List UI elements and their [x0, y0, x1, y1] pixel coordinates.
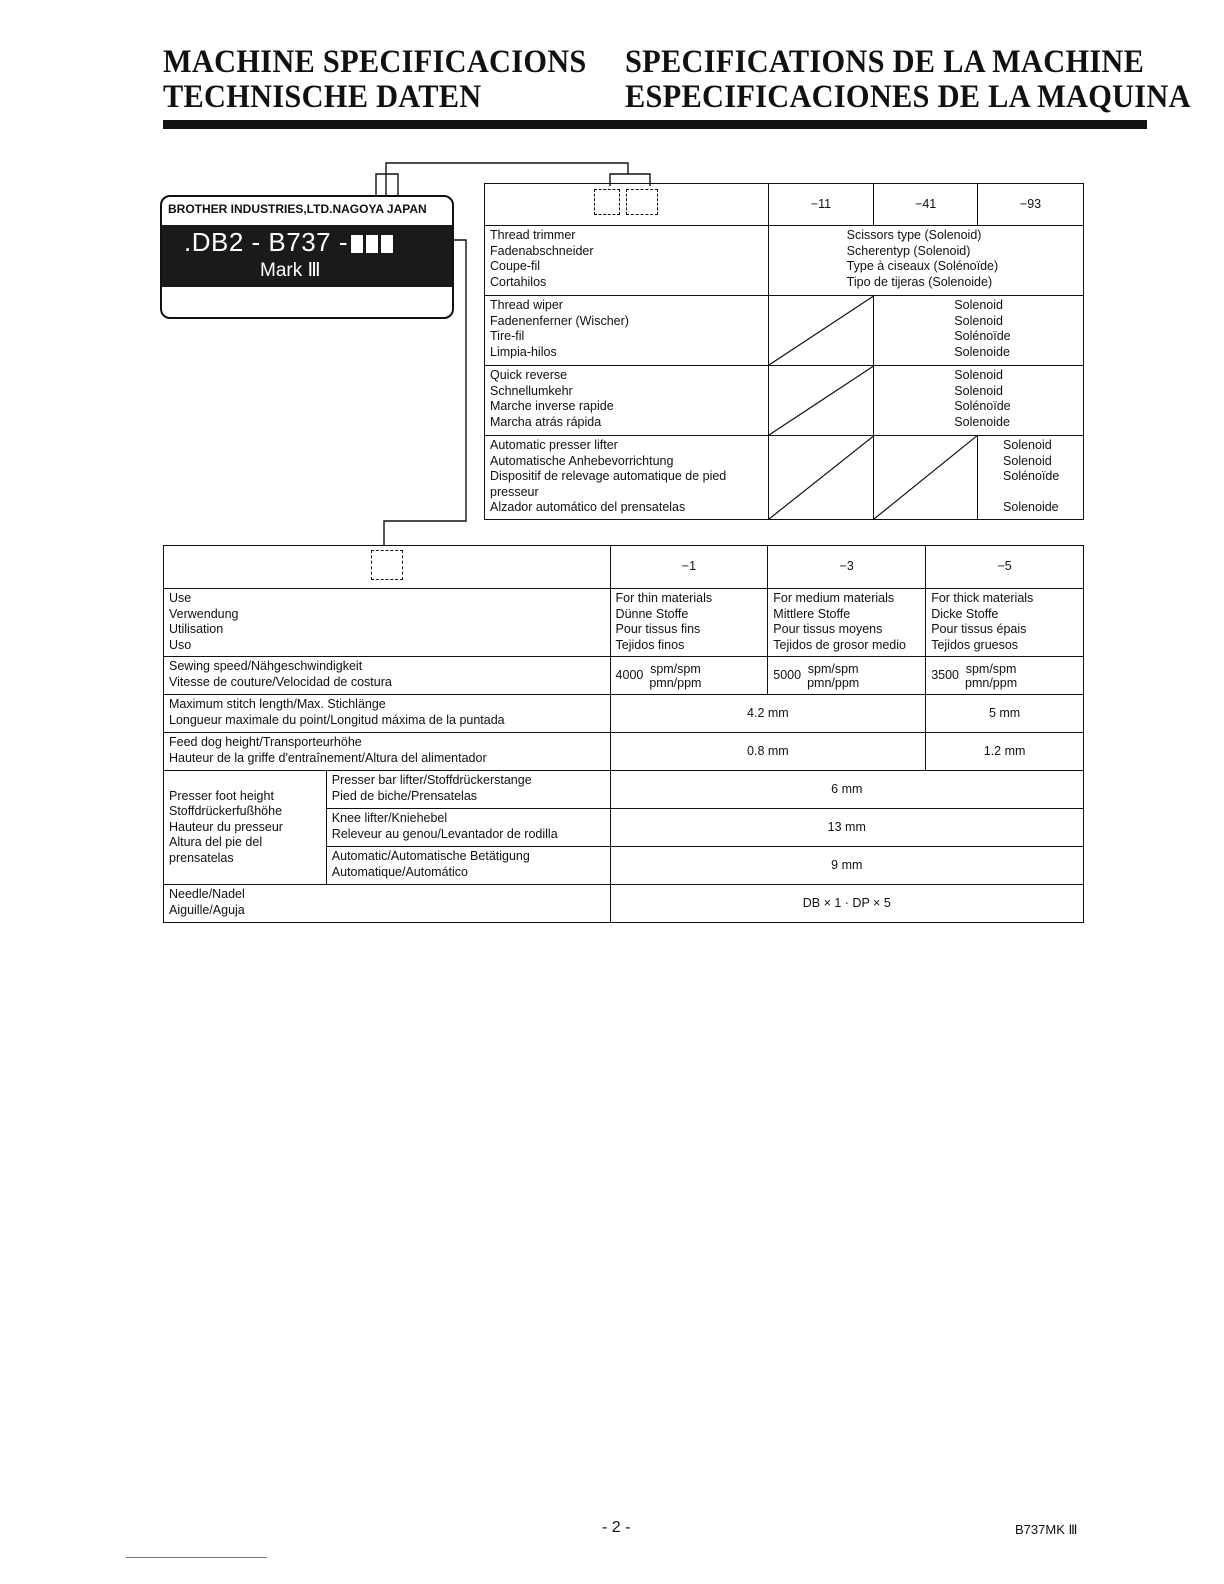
label-line: Schnellumkehr — [490, 383, 573, 398]
value-line: Dicke Stoffe — [931, 606, 999, 621]
speed-group — [931, 662, 1078, 690]
column-header: −41 — [874, 184, 978, 226]
speed-group — [616, 662, 763, 690]
needle-value: DB × 1 · DP × 5 — [610, 885, 1083, 923]
code-box-icon — [366, 235, 378, 253]
label-line: Automatic/Automatische Betätigung — [331, 849, 530, 863]
model-block — [162, 225, 452, 287]
presser-sublabel — [326, 771, 610, 809]
value-line: Solenoid — [954, 368, 1003, 382]
value-line: Solenoid — [1003, 453, 1052, 468]
label-line: Stoffdrückerfußhöhe — [169, 804, 283, 819]
value-line: Solénoïde — [1003, 469, 1060, 483]
function-table-header — [485, 184, 1084, 226]
value-line: For thin materials — [615, 591, 713, 605]
document-code: B737MK Ⅲ — [1015, 1522, 1078, 1537]
value-line: Pour tissus épais — [931, 622, 1027, 636]
column-header: −1 — [610, 546, 768, 589]
speed-group — [773, 662, 920, 690]
column-header: −5 — [926, 546, 1084, 589]
stitch-row — [164, 695, 1084, 733]
speed-unit — [965, 662, 1017, 690]
footer-underline — [126, 1557, 267, 1558]
machine-nameplate — [160, 195, 454, 319]
title-en: MACHINE SPECIFICACIONS — [163, 44, 587, 80]
function-row — [485, 296, 1084, 366]
value-line: Solenoid — [954, 383, 1003, 398]
label-line: Thread wiper — [490, 298, 563, 312]
code-placeholder-cell — [485, 184, 769, 226]
value-line: Type à ciseaux (Solénoïde) — [846, 259, 999, 273]
function-row — [485, 436, 1084, 520]
unit-line: spm/spm — [650, 661, 701, 676]
label-line: Maximum stitch length/Max. Stichlänge — [169, 697, 386, 711]
value-line: Dünne Stoffe — [615, 606, 689, 621]
page-number: - 2 - — [602, 1519, 631, 1536]
label-line: Automatische Anhebevorrichtung — [490, 453, 674, 468]
value-line: Tipo de tijeras (Solenoide) — [846, 274, 993, 289]
function-value — [768, 226, 1083, 296]
value-line: Scissors type (Solenoid) — [846, 228, 982, 242]
stitch-value: 5 mm — [926, 695, 1084, 733]
function-row — [485, 366, 1084, 436]
label-line: Pied de biche/Prensatelas — [331, 788, 478, 803]
needle-label — [164, 885, 611, 923]
use-value — [926, 589, 1084, 657]
label-line: Utilisation — [169, 622, 224, 636]
label-line: Verwendung — [169, 606, 239, 621]
value-line: Solenoide — [954, 344, 1010, 359]
unit-line: pmn/ppm — [649, 675, 702, 690]
value-line: Solénoïde — [954, 399, 1011, 413]
value-line: Mittlere Stoffe — [773, 606, 851, 621]
label-line: Hauteur de la griffe d'entraînement/Altura del alimentador — [169, 750, 487, 765]
label-line: presseur — [490, 484, 539, 499]
value-line: Tejidos de grosor medio — [773, 637, 906, 652]
not-available-cell — [768, 296, 874, 366]
stitch-value: 4.2 mm — [610, 695, 926, 733]
diagonal-slash-icon — [769, 296, 874, 365]
presser-value: 9 mm — [610, 847, 1083, 885]
dashed-box-icon — [371, 550, 403, 580]
use-label — [164, 589, 611, 657]
not-available-cell — [874, 436, 978, 520]
function-row — [485, 226, 1084, 296]
speed-number: 4000 — [615, 667, 644, 682]
function-label — [485, 436, 769, 520]
stitch-label — [164, 695, 611, 733]
value-line: Solenoid — [954, 313, 1003, 328]
speed-number: 5000 — [773, 667, 802, 682]
title-de: TECHNISCHE DATEN — [163, 79, 482, 115]
use-value — [768, 589, 926, 657]
feed-value: 1.2 mm — [926, 733, 1084, 771]
label-line: prensatelas — [169, 850, 234, 865]
label-line: Presser foot height — [169, 788, 274, 803]
value-line: Solenoide — [1003, 500, 1059, 514]
function-value — [978, 436, 1084, 520]
not-available-cell — [768, 366, 874, 436]
function-table — [484, 183, 1084, 520]
needle-row — [164, 885, 1084, 923]
maker-label: BROTHER INDUSTRIES,LTD.NAGOYA JAPAN — [168, 202, 427, 216]
label-line: Vitesse de couture/Velocidad de costura — [169, 674, 392, 689]
value-line — [1003, 485, 1078, 501]
label-line: Automatique/Automático — [331, 864, 468, 879]
dashed-box-icon — [594, 189, 620, 215]
label-line: Fadenenferner (Wischer) — [490, 313, 629, 328]
value-line: For medium materials — [773, 591, 895, 605]
unit-line: spm/spm — [807, 661, 859, 676]
feed-label — [164, 733, 611, 771]
label-line: Fadenabschneider — [490, 243, 594, 258]
speed-value — [926, 657, 1084, 695]
unit-line: spm/spm — [965, 661, 1017, 676]
function-label — [485, 366, 769, 436]
title-es: ESPECIFICACIONES DE LA MAQUINA — [625, 79, 1191, 115]
model-number — [184, 227, 393, 258]
presser-label — [164, 771, 327, 885]
label-line: Longueur maximale du point/Longitud máxima de la puntada — [169, 712, 505, 727]
diagonal-slash-icon — [769, 436, 874, 519]
not-available-cell — [768, 436, 874, 520]
value-line: Solenoide — [954, 414, 1010, 429]
value-line: Pour tissus fins — [615, 622, 701, 636]
function-label — [485, 226, 769, 296]
label-line: Knee lifter/Kniehebel — [331, 811, 448, 825]
label-line: Aiguille/Aguja — [169, 902, 245, 917]
model-text: .DB2 - B737 - — [184, 227, 349, 257]
label-line: Hauteur du presseur — [169, 819, 283, 834]
label-line: Needle/Nadel — [169, 887, 245, 901]
speed-value — [610, 657, 768, 695]
column-header: −11 — [768, 184, 874, 226]
label-line: Use — [169, 591, 192, 605]
function-value — [874, 366, 1084, 436]
label-line: Marcha atrás rápida — [490, 414, 602, 429]
value-line: Solénoïde — [954, 329, 1011, 343]
speed-row — [164, 657, 1084, 695]
label-line: Automatic presser lifter — [490, 438, 618, 452]
column-header: −3 — [768, 546, 926, 589]
code-box-icon — [381, 235, 393, 253]
diagonal-slash-icon — [769, 366, 874, 435]
presser-row — [164, 771, 1084, 809]
label-line: Marche inverse rapide — [490, 399, 614, 413]
presser-sublabel — [326, 847, 610, 885]
label-line: Altura del pie del — [169, 835, 263, 850]
label-line: Releveur au genou/Levantador de rodilla — [331, 826, 558, 841]
value-line: Scherentyp (Solenoid) — [846, 243, 971, 258]
value-line: Tejidos gruesos — [931, 637, 1019, 652]
label-line: Presser bar lifter/Stoffdrückerstange — [331, 773, 532, 787]
model-mark: Mark Ⅲ — [260, 260, 321, 281]
use-row — [164, 589, 1084, 657]
label-line: Coupe-fil — [490, 259, 541, 273]
presser-sublabel — [326, 809, 610, 847]
function-value — [874, 296, 1084, 366]
feed-value: 0.8 mm — [610, 733, 926, 771]
value-line: Solenoid — [1003, 438, 1052, 452]
speed-label — [164, 657, 611, 695]
feed-row — [164, 733, 1084, 771]
unit-line: pmn/ppm — [807, 675, 860, 690]
presser-value: 6 mm — [610, 771, 1083, 809]
value-line: Tejidos finos — [615, 637, 685, 652]
label-line: Uso — [169, 637, 192, 652]
speed-unit — [807, 662, 859, 690]
value-line: Pour tissus moyens — [773, 622, 883, 636]
code-placeholder-cell — [164, 546, 611, 589]
label-line: Feed dog height/Transporteurhöhe — [169, 735, 362, 749]
function-label — [485, 296, 769, 366]
speed-number: 3500 — [931, 667, 960, 682]
label-line: Alzador automático del prensatelas — [490, 500, 686, 514]
column-header: −93 — [978, 184, 1084, 226]
speed-value — [768, 657, 926, 695]
label-line: Limpia-hilos — [490, 344, 557, 359]
use-value — [610, 589, 768, 657]
speed-unit — [649, 662, 701, 690]
value-line: For thick materials — [931, 591, 1034, 605]
title-fr: SPECIFICATIONS DE LA MACHINE — [625, 44, 1145, 80]
code-box-icon — [351, 235, 363, 253]
diagonal-slash-icon — [874, 436, 977, 519]
label-line: Thread trimmer — [490, 228, 576, 242]
label-line: Sewing speed/Nähgeschwindigkeit — [169, 659, 363, 673]
unit-line: pmn/ppm — [965, 675, 1018, 690]
label-line: Dispositif de relevage automatique de pied — [490, 469, 727, 483]
presser-value: 13 mm — [610, 809, 1083, 847]
label-line: Tire-fil — [490, 329, 525, 343]
value-line: Solenoid — [954, 298, 1003, 312]
spec-table-header — [164, 546, 1084, 589]
dashed-box-icon — [626, 189, 658, 215]
label-line: Cortahilos — [490, 274, 547, 289]
label-line: Quick reverse — [490, 368, 568, 382]
specification-table — [163, 545, 1084, 923]
